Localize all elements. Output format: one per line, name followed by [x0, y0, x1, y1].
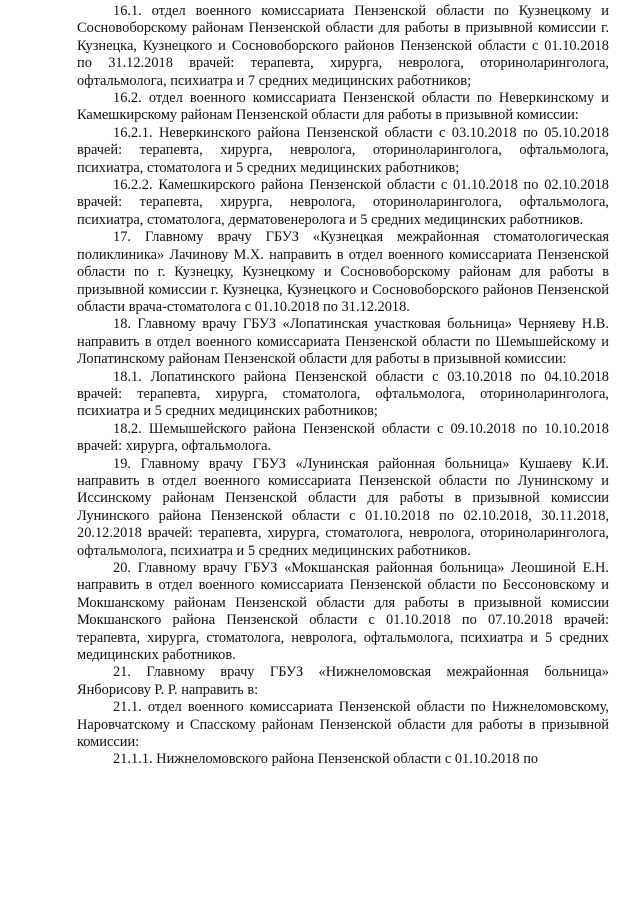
document-page: [77, 3, 609, 769]
paragraph-21-1: 21.1. отдел военного комиссариата Пензенской области по Нижнеломовскому, Наровчатскому и Спасскому районам Пензенской области для работы в призывной комиссии:: [77, 699, 609, 751]
paragraph-16-2: 16.2. отдел военного комиссариата Пензенской области по Неверкинскому и Камешкирскому районам Пензенской области для работы в призывной комиссии:: [77, 90, 609, 124]
paragraph-18: 18. Главному врачу ГБУЗ «Лопатинская участковая больница» Черняеву Н.В. направить в отдел военного комиссариата Пензенской области по Шемышейскому и Лопатинскому районам Пензенской области для работы в призывной комиссии:: [77, 316, 609, 368]
paragraph-18-1: 18.1. Лопатинского района Пензенской области с 03.10.2018 по 04.10.2018 врачей: терапевта, хирурга, стоматолога, офтальмолога, оториноларинголога, психиатра и 5 средних медицинских работников;: [77, 368, 609, 420]
paragraph-17: 17. Главному врачу ГБУЗ «Кузнецкая межрайонная стоматологическая поликлиника» Лачинову М.Х. направить в отдел военного комиссариата Пензенской области по г. Кузнецку, Кузнецкому и Сосновоборскому районам для работы в призывной комиссии г. Кузнецка, Кузнецкого и Сосновоборского районов Пензенской области врача-стоматолога с 01.10.2018 по 31.12.2018.: [77, 229, 609, 315]
paragraph-16-2-1: 16.2.1. Неверкинского района Пензенской области с 03.10.2018 по 05.10.2018 врачей: терапевта, хирурга, невролога, оториноларинголога, офтальмолога, психиатра, стоматолога и 5 средних медицинских работников;: [77, 124, 609, 176]
paragraph-21: 21. Главному врачу ГБУЗ «Нижнеломовская межрайонная больница» Янборисову Р. Р. направить в:: [77, 664, 609, 698]
paragraph-19: 19. Главному врачу ГБУЗ «Лунинская районная больница» Кушаеву К.И. направить в отдел военного комиссариата Пензенской области по Лунинскому и Иссинскому районам Пензенской области для работы в призывной комиссии Лунинского района Пензенской области с 01.10.2018 по 02.10.2018, 30.11.2018, 20.12.2018 врачей: терапевта, хирурга, стоматолога, невролога, оториноларинголога, офтальмолога, психиатра и 5 средних медицинских работников.: [77, 455, 609, 559]
paragraph-21-1-1: 21.1.1. Нижнеломовского района Пензенской области с 01.10.2018 по: [113, 751, 539, 768]
paragraph-20: 20. Главному врачу ГБУЗ «Мокшанская районная больница» Леошиной Е.Н. направить в отдел военного комиссариата Пензенской области по Бессоновскому и Мокшанскому районам Пензенской области для работы в призывной комиссии Мокшанского района Пензенской области с 01.10.2018 по 07.10.2018 врачей: терапевта, хирурга, стоматолога, невролога, офтальмолога, психиатра и 5 средних медицинских работников.: [77, 560, 609, 664]
paragraph-18-2: 18.2. Шемышейского района Пензенской области с 09.10.2018 по 10.10.2018 врачей: хирурга, офтальмолога.: [77, 420, 609, 455]
paragraph-16-2-2: 16.2.2. Камешкирского района Пензенской области с 01.10.2018 по 02.10.2018 врачей: терапевта, хирурга, невролога, оториноларинголога, офтальмолога, психиатра, стоматолога, дерматовенеролога и 5 средних медицинских работников.: [77, 177, 609, 228]
paragraph-16-1: 16.1. отдел военного комиссариата Пензенской области по Кузнецкому и Сосновоборскому районам Пензенской области для работы в призывной комиссии г. Кузнецка, Кузнецкого и Сосновоборского районов Пензенской области с 01.10.2018 по 31.12.2018 врачей: терапевта, хирурга, невролога, оториноларинголога, офтальмолога, психиатра и 7 средних медицинских работников;: [77, 3, 609, 89]
